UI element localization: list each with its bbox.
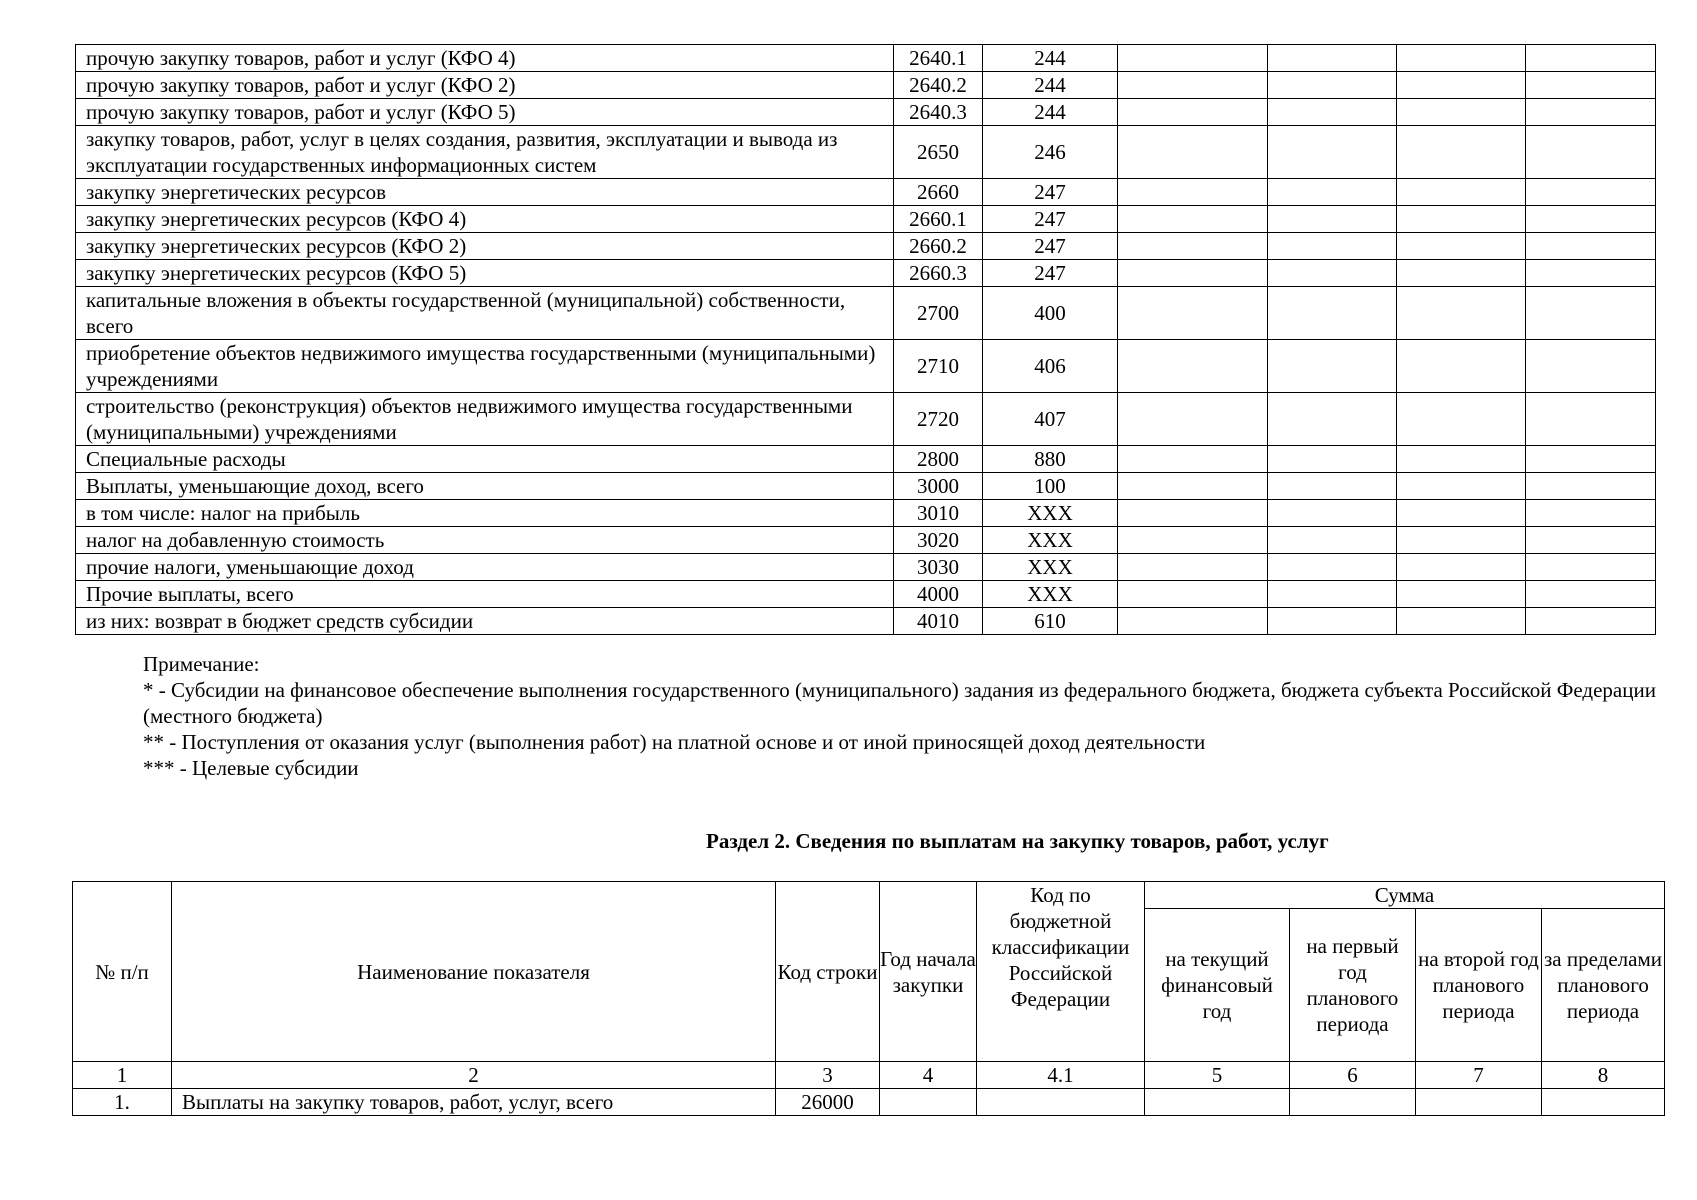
row-budget-code: 880 — [983, 446, 1118, 473]
empty-cell — [1397, 179, 1526, 206]
empty-cell — [1397, 233, 1526, 260]
empty-cell — [1118, 473, 1268, 500]
row-name: закупку энергетических ресурсов (КФО 2) — [76, 233, 894, 260]
note-line-3: *** - Целевые субсидии — [143, 756, 359, 780]
column-number: 4.1 — [977, 1062, 1145, 1089]
row-code: 2640.1 — [894, 45, 983, 72]
empty-cell — [1268, 500, 1397, 527]
empty-cell — [1416, 1089, 1542, 1116]
column-number: 4 — [880, 1062, 977, 1089]
row-budget-code: ХХХ — [983, 500, 1118, 527]
table-row — [76, 554, 1656, 581]
row-code: 3000 — [894, 473, 983, 500]
empty-cell — [1526, 126, 1656, 179]
header-beyond-plan-period: за пределами планового периода — [1542, 909, 1665, 1062]
empty-cell — [977, 1089, 1145, 1116]
header-sum: Сумма — [1145, 882, 1665, 909]
empty-cell — [1397, 72, 1526, 99]
table-row — [76, 99, 1656, 126]
procurement-payments-table — [72, 881, 1665, 1116]
row-name: Специальные расходы — [76, 446, 894, 473]
empty-cell — [1118, 393, 1268, 446]
table-row — [76, 473, 1656, 500]
row-code: 2800 — [894, 446, 983, 473]
empty-cell — [1526, 608, 1656, 635]
column-number: 6 — [1290, 1062, 1416, 1089]
table-row — [76, 45, 1656, 72]
table-row — [76, 287, 1656, 340]
row-code: 2720 — [894, 393, 983, 446]
row-budget-code: ХХХ — [983, 581, 1118, 608]
empty-cell — [1268, 581, 1397, 608]
notes-block — [143, 651, 1663, 781]
row-code: 4010 — [894, 608, 983, 635]
row-name: прочие налоги, уменьшающие доход — [76, 554, 894, 581]
column-number: 1 — [73, 1062, 172, 1089]
column-numbers-row — [73, 1062, 1665, 1089]
column-number: 2 — [172, 1062, 776, 1089]
row-code: 3020 — [894, 527, 983, 554]
empty-cell — [1118, 527, 1268, 554]
empty-cell — [1526, 554, 1656, 581]
empty-cell — [1118, 446, 1268, 473]
row-budget-code: 247 — [983, 179, 1118, 206]
table-row — [76, 233, 1656, 260]
row-budget-code: 610 — [983, 608, 1118, 635]
row-code: 2640.3 — [894, 99, 983, 126]
table-row — [73, 1089, 1665, 1116]
empty-cell — [1526, 45, 1656, 72]
row-code: 3030 — [894, 554, 983, 581]
empty-cell — [1526, 99, 1656, 126]
header-current-year: на текущий финансовый год — [1145, 909, 1290, 1062]
row-name: капитальные вложения в объекты государственной (муниципальной) собственности, всего — [76, 287, 894, 340]
row-budget-code: 406 — [983, 340, 1118, 393]
note-line-2: ** - Поступления от оказания услуг (выполнения работ) на платной основе и от иной приносящей доход деятельности — [143, 730, 1206, 754]
empty-cell — [1118, 45, 1268, 72]
row-code: 4000 — [894, 581, 983, 608]
row-code: 2660.3 — [894, 260, 983, 287]
row-code: 2650 — [894, 126, 983, 179]
empty-cell — [1397, 527, 1526, 554]
empty-cell — [1397, 554, 1526, 581]
row-budget-code: 100 — [983, 473, 1118, 500]
table-row — [76, 126, 1656, 179]
empty-cell — [1268, 287, 1397, 340]
empty-cell — [1118, 608, 1268, 635]
empty-cell — [1397, 393, 1526, 446]
empty-cell — [1526, 581, 1656, 608]
table-row — [76, 608, 1656, 635]
table-row — [76, 260, 1656, 287]
empty-cell — [1268, 99, 1397, 126]
row-name: закупку энергетических ресурсов (КФО 5) — [76, 260, 894, 287]
empty-cell — [1118, 72, 1268, 99]
row-name: прочую закупку товаров, работ и услуг (КФО 4) — [76, 45, 894, 72]
row-name: закупку товаров, работ, услуг в целях создания, развития, эксплуатации и вывода из эксплуатации государственных информационных систем — [76, 126, 894, 179]
empty-cell — [1526, 179, 1656, 206]
row-code: 2710 — [894, 340, 983, 393]
empty-cell — [1397, 260, 1526, 287]
row-name: закупку энергетических ресурсов (КФО 4) — [76, 206, 894, 233]
expenses-table-continuation — [75, 44, 1656, 635]
empty-cell — [1526, 500, 1656, 527]
empty-cell — [1290, 1089, 1416, 1116]
empty-cell — [1397, 473, 1526, 500]
empty-cell — [880, 1089, 977, 1116]
empty-cell — [1118, 287, 1268, 340]
table-row — [76, 581, 1656, 608]
row-code: 2640.2 — [894, 72, 983, 99]
column-number: 8 — [1542, 1062, 1665, 1089]
row-budget-code: 246 — [983, 126, 1118, 179]
empty-cell — [1397, 608, 1526, 635]
header-first-plan-year: на первый год планового периода — [1290, 909, 1416, 1062]
empty-cell — [1526, 393, 1656, 446]
empty-cell — [1268, 473, 1397, 500]
table-row — [76, 393, 1656, 446]
expenses-table-body — [76, 45, 1656, 635]
empty-cell — [1397, 287, 1526, 340]
header-purchase-start-year: Год начала закупки — [880, 882, 977, 1062]
header-second-plan-year: на второй год планового периода — [1416, 909, 1542, 1062]
row-budget-code: ХХХ — [983, 527, 1118, 554]
row-name: прочую закупку товаров, работ и услуг (КФО 5) — [76, 99, 894, 126]
empty-cell — [1118, 581, 1268, 608]
empty-cell — [1268, 608, 1397, 635]
empty-cell — [1268, 260, 1397, 287]
empty-cell — [1526, 473, 1656, 500]
empty-cell — [1526, 287, 1656, 340]
empty-cell — [1118, 99, 1268, 126]
row-code: 2660.1 — [894, 206, 983, 233]
column-number: 3 — [776, 1062, 880, 1089]
empty-cell — [1268, 45, 1397, 72]
header-row-number: № п/п — [73, 882, 172, 1062]
empty-cell — [1268, 72, 1397, 99]
empty-cell — [1145, 1089, 1290, 1116]
empty-cell — [1526, 446, 1656, 473]
empty-cell — [1118, 260, 1268, 287]
empty-cell — [1268, 206, 1397, 233]
empty-cell — [1397, 126, 1526, 179]
row-budget-code: 247 — [983, 233, 1118, 260]
empty-cell — [1397, 446, 1526, 473]
empty-cell — [1118, 233, 1268, 260]
header-row-code: Код строки — [776, 882, 880, 1062]
column-number: 5 — [1145, 1062, 1290, 1089]
table-row — [76, 500, 1656, 527]
empty-cell — [1118, 500, 1268, 527]
row-budget-code: ХХХ — [983, 554, 1118, 581]
empty-cell — [1397, 581, 1526, 608]
empty-cell — [1526, 206, 1656, 233]
header-indicator-name: Наименование показателя — [172, 882, 776, 1062]
empty-cell — [1268, 340, 1397, 393]
empty-cell — [1118, 126, 1268, 179]
row-code: 2660.2 — [894, 233, 983, 260]
row-name: строительство (реконструкция) объектов недвижимого имущества государственными (муниципальными) учреждениями — [76, 393, 894, 446]
empty-cell — [1118, 206, 1268, 233]
section-2-title: Раздел 2. Сведения по выплатам на закупку товаров, работ, услуг — [706, 829, 1329, 853]
row-budget-code: 244 — [983, 99, 1118, 126]
row-budget-code: 400 — [983, 287, 1118, 340]
empty-cell — [1268, 179, 1397, 206]
empty-cell — [1268, 554, 1397, 581]
table-row — [76, 340, 1656, 393]
table-row — [76, 179, 1656, 206]
notes-title: Примечание: — [143, 652, 260, 676]
table-row — [76, 527, 1656, 554]
empty-cell — [1526, 72, 1656, 99]
empty-cell — [1118, 340, 1268, 393]
empty-cell — [1268, 233, 1397, 260]
empty-cell — [1397, 500, 1526, 527]
empty-cell — [1542, 1089, 1665, 1116]
row-name: из них: возврат в бюджет средств субсидии — [76, 608, 894, 635]
empty-cell — [1397, 206, 1526, 233]
row-name: закупку энергетических ресурсов — [76, 179, 894, 206]
empty-cell — [1268, 527, 1397, 554]
empty-cell — [1526, 527, 1656, 554]
empty-cell — [1397, 45, 1526, 72]
row-name: Прочие выплаты, всего — [76, 581, 894, 608]
empty-cell — [1397, 340, 1526, 393]
row-code: 2700 — [894, 287, 983, 340]
row-name: Выплаты на закупку товаров, работ, услуг, всего — [172, 1089, 776, 1116]
row-number: 1. — [73, 1089, 172, 1116]
empty-cell — [1268, 446, 1397, 473]
table-row — [76, 206, 1656, 233]
table-row — [76, 72, 1656, 99]
empty-cell — [1268, 126, 1397, 179]
row-name: налог на добавленную стоимость — [76, 527, 894, 554]
empty-cell — [1526, 260, 1656, 287]
column-number: 7 — [1416, 1062, 1542, 1089]
empty-cell — [1118, 179, 1268, 206]
row-budget-code: 244 — [983, 45, 1118, 72]
row-budget-code: 244 — [983, 72, 1118, 99]
empty-cell — [1526, 233, 1656, 260]
row-budget-code: 247 — [983, 260, 1118, 287]
note-line-1: * - Субсидии на финансовое обеспечение выполнения государственного (муниципального) задания из федерального бюджета, бюджета субъекта Российской Федерации (местного бюджета) — [143, 678, 1656, 728]
row-budget-code: 407 — [983, 393, 1118, 446]
header-budget-classification-code: Код по бюджетной классификации Российской Федерации — [977, 882, 1145, 1062]
table-row — [76, 446, 1656, 473]
row-code: 26000 — [776, 1089, 880, 1116]
row-name: прочую закупку товаров, работ и услуг (КФО 2) — [76, 72, 894, 99]
row-code: 3010 — [894, 500, 983, 527]
empty-cell — [1118, 554, 1268, 581]
row-budget-code: 247 — [983, 206, 1118, 233]
row-name: Выплаты, уменьшающие доход, всего — [76, 473, 894, 500]
row-name: в том числе: налог на прибыль — [76, 500, 894, 527]
row-code: 2660 — [894, 179, 983, 206]
row-name: приобретение объектов недвижимого имущества государственными (муниципальными) учреждениями — [76, 340, 894, 393]
empty-cell — [1526, 340, 1656, 393]
empty-cell — [1397, 99, 1526, 126]
empty-cell — [1268, 393, 1397, 446]
